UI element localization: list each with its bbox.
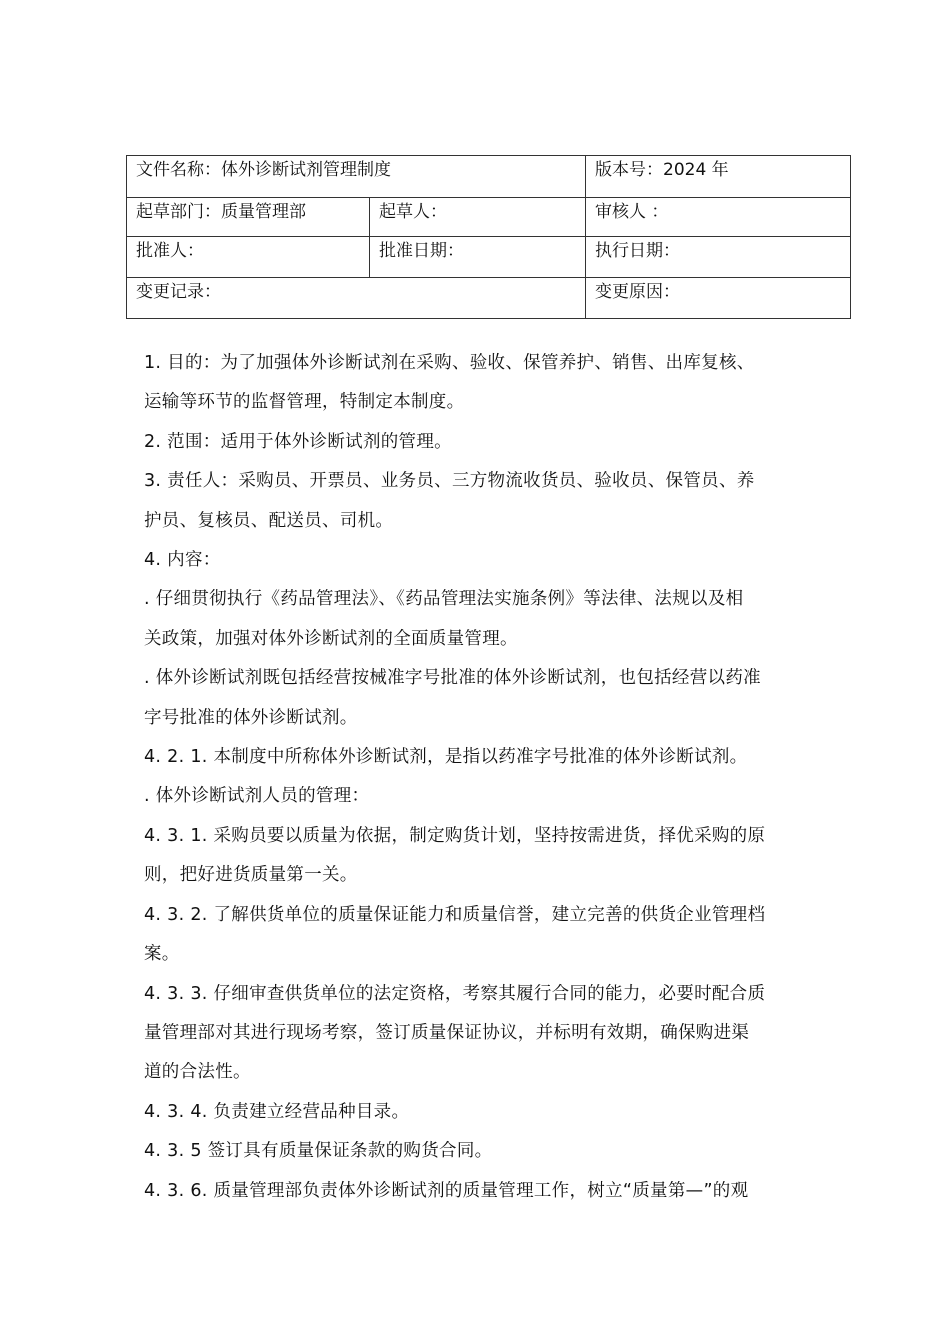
body-line: 护员、复核员、配送员、司机。 [144, 510, 394, 531]
version-cell: 版本号：2024 年 [586, 156, 851, 198]
body-line: . 体外诊断试剂人员的管理： [144, 786, 370, 807]
body-line: 则，把好进货质量第一关。 [144, 865, 358, 886]
change-record-cell: 变更记录： [127, 278, 586, 319]
header-row-3 [127, 237, 851, 278]
approver-cell: 批准人： [127, 237, 370, 278]
body-line: 4. 3. 3. 仔细审查供货单位的法定资格，考察其履行合同的能力，必要时配合质 [144, 983, 766, 1004]
body-line: . 体外诊断试剂既包括经营按械准字号批准的体外诊断试剂，也包括经营以药准 [144, 668, 761, 689]
body-line: 道的合法性。 [144, 1062, 251, 1083]
body-line: 4. 3. 1. 采购员要以质量为依据，制定购货计划，坚持按需进货，择优采购的原 [144, 825, 766, 846]
body-line: 3. 责任人：采购员、开票员、业务员、三方物流收货员、验收员、保管员、养 [144, 471, 755, 492]
document-body [144, 344, 814, 1211]
file-name-cell: 文件名称：体外诊断试剂管理制度 [127, 156, 586, 198]
body-line: 2. 范围：适用于体外诊断试剂的管理。 [144, 431, 452, 452]
exec-date-cell: 执行日期： [586, 237, 851, 278]
body-line: 4. 3. 2. 了解供货单位的质量保证能力和质量信誉，建立完善的供货企业管理档 [144, 904, 766, 925]
body-line: 4. 3. 5 签订具有质量保证条款的购货合同。 [144, 1141, 493, 1162]
body-line: 1. 目的：为了加强体外诊断试剂在采购、验收、保管养护、销售、出库复核、 [144, 353, 755, 373]
body-line: 4. 内容： [144, 550, 221, 571]
drafter-cell: 起草人： [370, 198, 586, 237]
body-line: 4. 3. 4. 负责建立经营品种目录。 [144, 1101, 410, 1122]
body-line: 量管理部对其进行现场考察，签订质量保证协议，并标明有效期，确保购进渠 [144, 1022, 750, 1043]
document-header-table [126, 155, 851, 319]
body-line: 4. 3. 6. 质量管理部负责体外诊断试剂的质量管理工作，树立“质量第—”的观 [144, 1180, 749, 1201]
body-line: 4. 2. 1. 本制度中所称体外诊断试剂，是指以药准字号批准的体外诊断试剂。 [144, 747, 748, 768]
header-row-1 [127, 156, 851, 198]
change-reason-cell: 变更原因： [586, 278, 851, 319]
body-line: 案。 [144, 944, 180, 965]
draft-dept-cell: 起草部门：质量管理部 [127, 198, 370, 237]
body-line: 关政策，加强对体外诊断试剂的全面质量管理。 [144, 628, 518, 649]
body-line: 字号批准的体外诊断试剂。 [144, 707, 358, 728]
header-row-2 [127, 198, 851, 237]
body-line: . 仔细贯彻执行《药品管理法》、《药品管理法实施条例》等法律、法规以及相 [144, 589, 744, 610]
body-line: 运输等环节的监督管理，特制定本制度。 [144, 392, 465, 413]
header-row-4 [127, 278, 851, 319]
reviewer-cell: 审核人 ： [586, 198, 851, 237]
approve-date-cell: 批准日期： [370, 237, 586, 278]
